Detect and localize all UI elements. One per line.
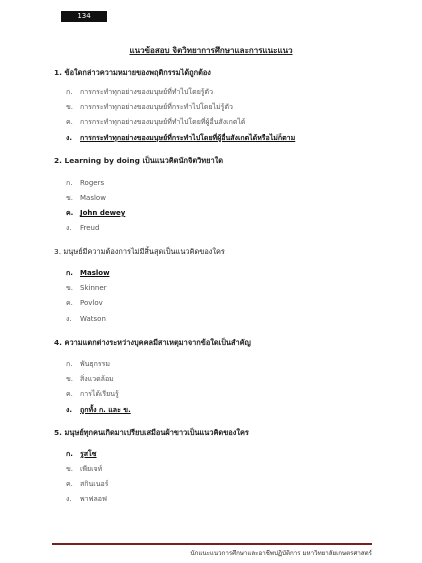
question-3-option-c: ค. Povlov (66, 299, 103, 307)
question-1-option-b: ข. การกระทำทุกอย่างของมนุษย์ที่กระทำไปโดยไม่รู้ตัว (66, 103, 233, 111)
question-2-option-a: ก. Rogers (66, 179, 105, 187)
question-2-option-d: ง. Freud (66, 224, 100, 232)
question-5-option-c: ค. สกินเนอร์ (66, 480, 109, 488)
question-1-option-a: ก. การกระทำทุกอย่างของมนุษย์ที่ทำไปโดยรู้ตัว (66, 88, 214, 96)
question-4-option-a: ก. พันธุกรรม (66, 360, 111, 368)
question-5: 5. มนุษย์ทุกคนเกิดมาเปรียบเสมือนผ้าขาวเป็นแนวคิดของใคร (54, 428, 249, 437)
question-1: 1. ข้อใดกล่าวความหมายของพฤติกรรมได้ถูกต้อง (54, 68, 211, 77)
question-3-option-b: ข. Skinner (66, 284, 107, 292)
question-4-option-c: ค. การได้เรียนรู้ (66, 390, 119, 398)
question-2-option-b: ข. Maslow (66, 194, 106, 202)
question-3-option-a: ก. Maslow (66, 269, 110, 277)
question-1-option-c: ค. การกระทำทุกอย่างของมนุษย์ที่ทำไปโดยที่ผู้อื่นสังเกตได้ (66, 118, 246, 126)
question-5-option-b: ข. เพียเจท์ (66, 465, 103, 473)
footer-text: นักแนะแนวการศึกษาและอาชีพปฏิบัติการ มหาวิทยาลัยเกษตรศาสตร์ (190, 550, 372, 557)
question-5-option-d: ง. พาฟลอฟ (66, 495, 107, 503)
question-3: 3. มนุษย์มีความต้องการไม่มีสิ้นสุดเป็นแนวคิดของใคร (54, 247, 225, 256)
question-3-option-d: ง. Watson (66, 315, 106, 323)
document-title: แนวข้อสอบ จิตวิทยาการศึกษาและการแนะแนว (129, 46, 293, 55)
question-4: 4. ความแตกต่างระหว่างบุคคลมีสาเหตุมาจากข้อใดเป็นสำคัญ (54, 338, 251, 347)
question-4-option-d: ง. ถูกทั้ง ก. และ ข. (66, 406, 131, 414)
page-number: 134 (61, 11, 107, 22)
footer-rule (52, 543, 372, 545)
question-4-option-b: ข. สิ่งแวดล้อม (66, 375, 114, 383)
question-1-option-d: ง. การกระทำทุกอย่างของมนุษย์ที่กระทำไปโดยที่ผู้อื่นสังเกตได้หรือไม่ก็ตาม (66, 134, 296, 142)
question-2: 2. Learning by doing เป็นแนวคิดนักจิตวิทยาใด (54, 156, 224, 165)
question-2-option-c: ค. John dewey (66, 209, 126, 217)
question-5-option-a: ก. รูสโซ (66, 450, 97, 458)
